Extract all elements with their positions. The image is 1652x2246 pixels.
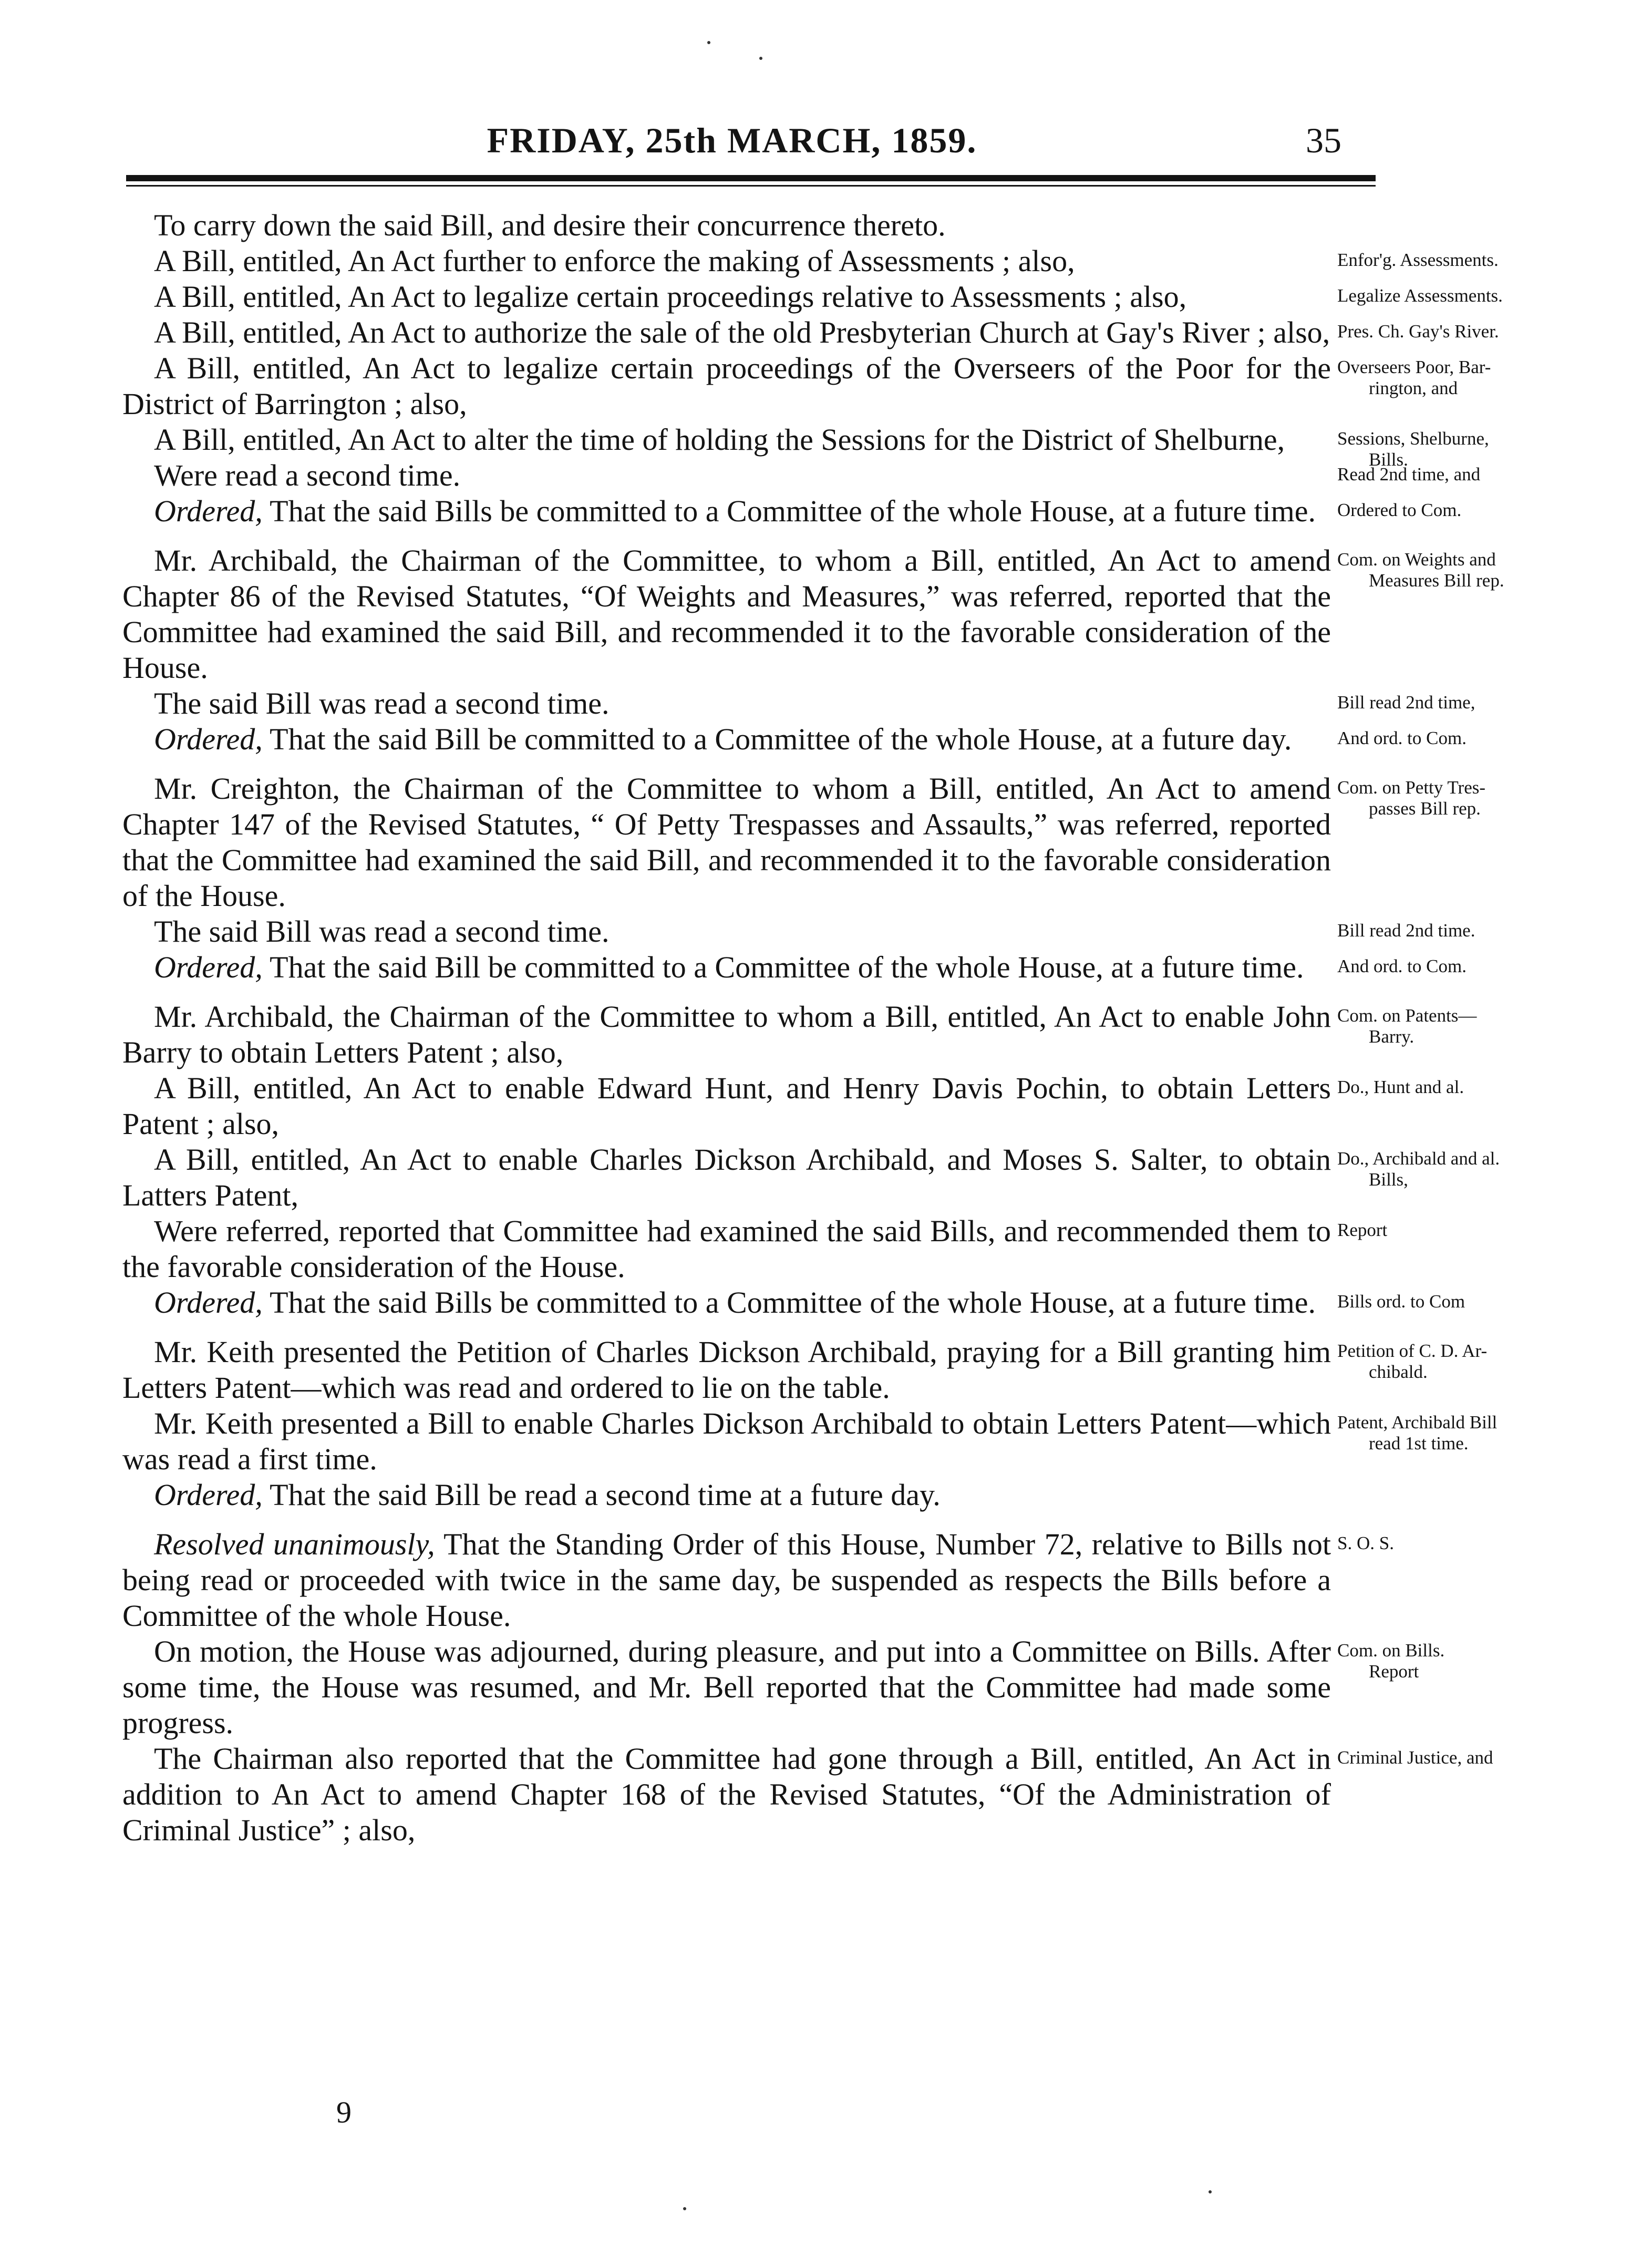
header-rule-thick (126, 175, 1376, 181)
entry-text (122, 771, 1331, 914)
entry-lead: Ordered, (154, 722, 263, 756)
entry-body: That the said Bill be read a second time at a future day. (270, 1478, 941, 1512)
journal-entry (122, 279, 1503, 315)
entry-text (122, 1741, 1331, 1848)
entry-body: To carry down the said Bill, and desire their concurrence thereto. (154, 208, 946, 242)
entry-body: That the said Bill be committed to a Committee of the whole House, at a future time. (270, 950, 1304, 984)
entry-body: Mr. Creighton, the Chairman of the Committee to whom a Bill, entitled, An Act to amend Chapter 147 of the Revised Statutes, “ Of Petty Trespasses and Assaults,” was referred, reported that the Committee had examined the said Bill, and recommended it to the favorable consideration of the House. (122, 771, 1331, 913)
journal-entry (122, 1285, 1465, 1321)
entry-body: The said Bill was read a second time. (154, 686, 610, 720)
journal-entry (122, 1142, 1500, 1213)
entry-text (122, 1527, 1331, 1634)
margin-note-line: S. O. S. (1337, 1533, 1394, 1553)
entry-body: Mr. Archibald, the Chairman of the Committee, to whom a Bill, entitled, An Act to amend Chapter 86 of the Revised Statutes, “Of Weights and Measures,” was referred, reported that the Committee had examined the said Bill, and recommended it to the favorable consideration of the House. (122, 543, 1331, 685)
margin-note (1337, 728, 1632, 749)
margin-note (1337, 1220, 1632, 1241)
entry-text (122, 1406, 1331, 1477)
margin-note-line: Bill read 2nd time, (1337, 692, 1475, 713)
entry-text (122, 351, 1331, 422)
margin-note (1337, 1747, 1632, 1768)
entry-lead: Ordered, (154, 1478, 263, 1512)
margin-note-line: Petition of C. D. Ar- (1337, 1341, 1488, 1361)
paragraph-gap (122, 985, 1331, 999)
margin-note (1337, 692, 1632, 713)
entry-text (122, 458, 1331, 493)
margin-note-line: And ord. to Com. (1337, 728, 1467, 748)
entry-text (122, 493, 1331, 529)
entry-text (122, 722, 1331, 757)
margin-note-line: passes Bill rep. (1369, 798, 1481, 819)
entry-lead: Ordered, (154, 494, 263, 528)
margin-note (1337, 1341, 1632, 1383)
paper-speck (1209, 2190, 1212, 2193)
margin-note-line: Bills. (1369, 449, 1408, 470)
margin-note-line: Bills ord. to Com (1337, 1291, 1465, 1312)
margin-note-line: And ord. to Com. (1337, 956, 1467, 976)
paper-speck (683, 2207, 686, 2210)
entry-body: The Chairman also reported that the Committee had gone through a Bill, entitled, An Act in addition to An Act to amend Chapter 168 of the Revised Statutes, “Of the Administration of Criminal Justice” ; also, (122, 1742, 1331, 1847)
margin-note (1337, 1077, 1632, 1098)
journal-entry (122, 315, 1499, 351)
margin-note (1337, 1412, 1632, 1454)
margin-note-line: Patent, Archibald Bill (1337, 1412, 1498, 1433)
entry-body: That the Standing Order of this House, Number 72, relative to Bills not being read or proceeded with twice in the same day, be suspended as respects the Bills before a Committee of the whole House. (122, 1527, 1331, 1633)
journal-entry (122, 771, 1485, 914)
page-number: 35 (1306, 120, 1341, 160)
entry-body: Mr. Keith presented a Bill to enable Charles Dickson Archibald to obtain Letters Patent—which was read a first time. (122, 1406, 1331, 1476)
journal-entry (122, 950, 1467, 985)
entry-body: A Bill, entitled, An Act to legalize certain proceedings relative to Assessments ; also, (154, 280, 1187, 314)
entry-body: Were read a second time. (154, 458, 461, 492)
entry-text (122, 208, 1331, 243)
margin-note-line: Bills, (1369, 1169, 1408, 1190)
margin-note-line: Com. on Patents— (1337, 1005, 1477, 1026)
journal-entry (122, 543, 1504, 686)
entry-body: A Bill, entitled, An Act to enable Edward Hunt, and Henry Davis Pochin, to obtain Letters Patent ; also, (122, 1071, 1331, 1141)
margin-note (1337, 250, 1632, 271)
margin-note (1337, 920, 1632, 941)
margin-note-line: Do., Hunt and al. (1337, 1077, 1464, 1097)
page-header (122, 120, 1341, 162)
entry-text (122, 543, 1331, 686)
journal-entry (122, 1334, 1488, 1406)
margin-note (1337, 777, 1632, 819)
margin-note (1337, 1005, 1632, 1047)
entry-body: A Bill, entitled, An Act to enable Charles Dickson Archibald, and Moses S. Salter, to obtain Latters Patent, (122, 1142, 1331, 1212)
margin-note-line: Com. on Petty Tres- (1337, 777, 1485, 798)
margin-note (1337, 357, 1632, 399)
margin-note (1337, 321, 1632, 342)
journal-entry (122, 243, 1499, 279)
entry-text (122, 1142, 1331, 1213)
entry-text (122, 1070, 1331, 1142)
entry-body: On motion, the House was adjourned, during pleasure, and put into a Committee on Bills. After some time, the House was resumed, and Mr. Bell reported that the Committee had made some progress. (122, 1634, 1331, 1740)
margin-note (1337, 1533, 1632, 1554)
entry-text (122, 1285, 1331, 1321)
entry-body: A Bill, entitled, An Act to authorize the sale of the old Presbyterian Church at Gay's River ; also, (154, 315, 1330, 349)
entry-text (122, 422, 1331, 458)
header-rule-thin (126, 185, 1376, 187)
entry-body: A Bill, entitled, An Act to legalize certain proceedings of the Overseers of the Poor for the District of Barrington ; also, (122, 351, 1331, 421)
margin-note-line: Criminal Justice, and (1337, 1747, 1493, 1768)
paragraph-gap (122, 1321, 1331, 1334)
margin-note-line: Pres. Ch. Gay's River. (1337, 321, 1499, 342)
entry-text (122, 686, 1331, 722)
entry-lead: Ordered, (154, 1285, 263, 1320)
margin-note (1337, 1148, 1632, 1190)
margin-note-line: Sessions, Shelburne, (1337, 428, 1489, 449)
margin-note-line: rington, and (1369, 378, 1458, 398)
entry-text (122, 1634, 1331, 1741)
margin-note (1337, 285, 1632, 306)
margin-note-line: Ordered to Com. (1337, 500, 1462, 520)
page-title: FRIDAY, 25th MARCH, 1859. (487, 120, 977, 160)
margin-note (1337, 549, 1632, 591)
margin-note-line: Do., Archibald and al. (1337, 1148, 1500, 1169)
journal-entry (122, 351, 1491, 422)
journal-entry (122, 914, 1475, 950)
entry-lead: Ordered, (154, 950, 263, 984)
margin-note-line: Legalize Assessments. (1337, 285, 1503, 306)
margin-note-line: Overseers Poor, Bar- (1337, 357, 1491, 377)
journal-entry (122, 1477, 1331, 1513)
journal-entry (122, 1213, 1388, 1285)
margin-note-line: Com. on Weights and (1337, 549, 1496, 570)
margin-note-line: read 1st time. (1369, 1433, 1469, 1454)
journal-entry (122, 208, 1331, 243)
journal-entry (122, 1070, 1464, 1142)
margin-note-line: Com. on Bills. (1337, 1640, 1445, 1661)
entry-body: A Bill, entitled, An Act further to enforce the making of Assessments ; also, (154, 244, 1075, 278)
entry-lead: Resolved unanimously, (154, 1527, 435, 1561)
margin-note (1337, 1640, 1632, 1682)
entry-text (122, 243, 1331, 279)
entry-text (122, 1334, 1331, 1406)
journal-body (122, 208, 1504, 1848)
journal-entry (122, 999, 1477, 1070)
signature-mark: 9 (336, 2095, 352, 2129)
entry-body: That the said Bill be committed to a Committee of the whole House, at a future day. (270, 722, 1292, 756)
paragraph-gap (122, 529, 1331, 543)
journal-entry (122, 493, 1462, 529)
entry-text (122, 279, 1331, 315)
entry-body: That the said Bills be committed to a Committee of the whole House, at a future time. (270, 1285, 1316, 1320)
margin-note-line: Bill read 2nd time. (1337, 920, 1475, 941)
margin-note-line: Report (1369, 1661, 1419, 1682)
journal-entry (122, 1741, 1493, 1848)
margin-note (1337, 500, 1632, 521)
entry-body: Mr. Archibald, the Chairman of the Committee to whom a Bill, entitled, An Act to enable John Barry to obtain Letters Patent ; also, (122, 1000, 1331, 1069)
entry-body: That the said Bills be committed to a Committee of the whole House, at a future time. (270, 494, 1316, 528)
margin-note-line: Measures Bill rep. (1369, 570, 1504, 591)
journal-entry (122, 1634, 1445, 1741)
paragraph-gap (122, 1513, 1331, 1527)
entry-text (122, 1477, 1331, 1513)
entry-text (122, 999, 1331, 1070)
entry-text (122, 315, 1331, 351)
paper-speck (759, 57, 762, 60)
journal-entry (122, 1527, 1394, 1634)
entry-text (122, 914, 1331, 950)
margin-note-line: Enfor'g. Assessments. (1337, 250, 1499, 270)
entry-body: Were referred, reported that Committee had examined the said Bills, and recommended them to the favorable consideration of the House. (122, 1214, 1331, 1284)
margin-note-line: chibald. (1369, 1362, 1428, 1382)
margin-note-line: Barry. (1369, 1026, 1414, 1047)
journal-entry (122, 1406, 1498, 1477)
margin-note-line: Report (1337, 1220, 1388, 1240)
journal-entry (122, 686, 1475, 722)
margin-note-line: Read 2nd time, and (1337, 464, 1481, 485)
entry-body: Mr. Keith presented the Petition of Charles Dickson Archibald, praying for a Bill granting him Letters Patent—which was read and ordered to lie on the table. (122, 1335, 1331, 1405)
entry-body: The said Bill was read a second time. (154, 914, 610, 949)
journal-entry (122, 422, 1489, 470)
journal-entry (122, 722, 1467, 757)
margin-note (1337, 956, 1632, 977)
margin-note (1337, 1291, 1632, 1312)
entry-text (122, 950, 1331, 985)
paragraph-gap (122, 757, 1331, 771)
margin-note (1337, 464, 1632, 485)
entry-text (122, 1213, 1331, 1285)
paper-speck (707, 41, 710, 44)
entry-body: A Bill, entitled, An Act to alter the time of holding the Sessions for the District of Shelburne, (154, 423, 1285, 457)
